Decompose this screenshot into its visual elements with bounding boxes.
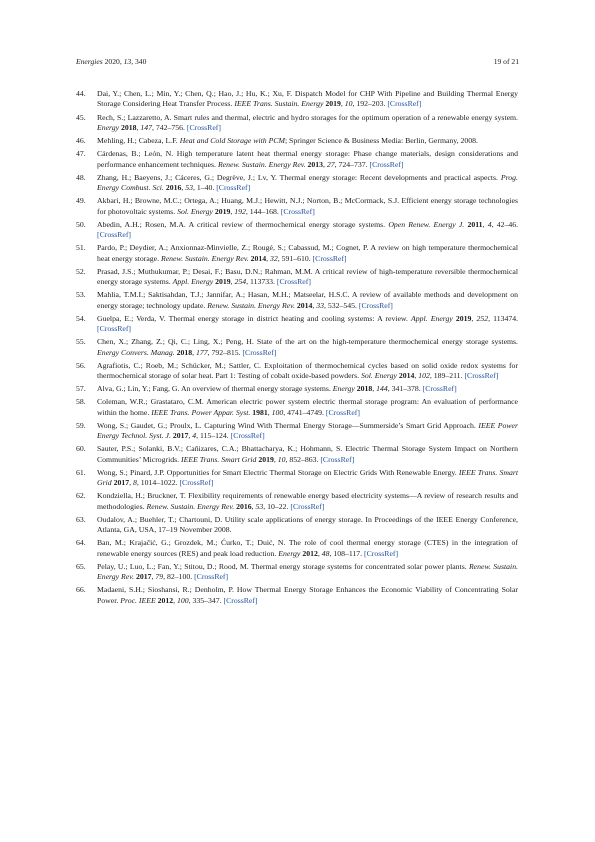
- reference-item: 59. Wong, S.; Gaudet, G.; Proulx, L. Capturing Wind With Thermal Energy Storage—Summerside’s Smart Grid Approach. IEEE Power Energy Technol. Syst. J. 2017, 4, 115–124. [CrossRef]: [76, 420, 518, 441]
- reference-year: 2019: [215, 277, 231, 286]
- reference-number: 48.: [76, 172, 86, 182]
- reference-item: 50. Abedin, A.H.; Rosen, M.A. A critical review of thermochemical energy storage systems. Open Renew. Energy J. 2011, 4, 42–46. [CrossRef]: [76, 219, 519, 239]
- reference-venue: Sol. Energy: [177, 206, 213, 216]
- reference-volume: 177: [195, 347, 208, 357]
- reference-year: 2019: [258, 454, 274, 464]
- reference-item: 52. Prasad, J.S.; Muthukumar, P.; Desai, F.; Basu, D.N.; Rahman, M.M. A critical review of high-temperature reversible thermochemical energy storage systems. Appl. Energy 2019, 254, 113733. [CrossRef]: [76, 266, 518, 286]
- reference-item: 57. Alva, G.; Lin, Y.; Fang, G. An overview of thermal energy storage systems. Energy 2018, 144, 341–378. [CrossRef]: [76, 384, 457, 394]
- reference-volume: 252: [476, 313, 489, 323]
- article-number: 340: [135, 57, 147, 66]
- reference-volume: 4: [487, 219, 492, 229]
- reference-venue: Open Renew. Energy J.: [388, 219, 465, 229]
- reference-item: 48. Zhang, H.; Baeyens, J.; Cáceres, G.; Degrève, J.; Lv, Y. Thermal energy storage: Recent developments and practical aspects. Prog. Energy Combust. Sci. 2016, 53, 1–40. [CrossRef]: [76, 172, 518, 192]
- reference-year: 2013: [307, 159, 324, 169]
- reference-year: 2017: [113, 478, 130, 488]
- journal-volume: 13: [123, 57, 132, 66]
- crossref-link[interactable]: [CrossRef]: [280, 206, 315, 216]
- reference-volume: 27: [326, 159, 335, 169]
- reference-volume: 102: [418, 371, 430, 380]
- reference-pages: , 10–22.: [263, 501, 289, 511]
- reference-authors-title: Pardo, P.; Deydier, A.; Anxionnaz-Minvielle, Z.; Rougé, S.; Cabassud, M.; Cognet, P. A review on high temperature thermochemical heat energy storage.: [97, 243, 518, 263]
- crossref-link[interactable]: [CrossRef]: [242, 347, 277, 357]
- reference-number: 64.: [76, 538, 86, 548]
- reference-venue: Renew. Sustain. Energy Rev.: [217, 159, 306, 169]
- reference-year: 2019: [214, 206, 231, 216]
- reference-venue: Energy: [278, 548, 301, 558]
- crossref-link[interactable]: [CrossRef]: [369, 159, 404, 169]
- reference-pages: , 1–40.: [192, 183, 215, 192]
- reference-item: 49. Akbari, H.; Browne, M.C.; Ortega, A.; Huang, M.J.; Hewitt, N.J.; Norton, B.; McCormack, S.J. Efficient energy storage technologies for photovoltaic systems. Sol. Energy 2019, 192, 144–168. [CrossRef]: [76, 196, 518, 216]
- reference-pages: , 192–203.: [352, 99, 386, 109]
- reference-pages: , 335–347.: [188, 595, 222, 605]
- reference-venue: Heat and Cold Storage with PCM: [179, 136, 285, 145]
- reference-number: 49.: [76, 196, 86, 206]
- reference-pages: , 42–46.: [491, 219, 519, 229]
- reference-number: 46.: [76, 136, 86, 145]
- crossref-link[interactable]: [CrossRef]: [223, 595, 258, 605]
- reference-authors-title: Zhang, H.; Baeyens, J.; Cáceres, G.; Degrève, J.; Lv, Y. Thermal energy storage: Recent developments and practical aspects.: [97, 172, 498, 182]
- reference-authors-title: Kondziella, H.; Bruckner, T. Flexibility requirements of renewable energy based electricity systems—A review of research results and methodologies.: [97, 491, 518, 511]
- reference-venue: IEEE Trans. Smart Grid: [181, 454, 257, 464]
- reference-number: 59.: [76, 420, 86, 430]
- journal-year: 2020: [104, 57, 120, 66]
- reference-item: 61. Wong, S.; Pinard, J.P. Opportunities for Smart Electric Thermal Storage on Electric Grids With Renewable Energy. IEEE Trans. Smart Grid 2017, 8, 1014–1022. [CrossRef]: [76, 467, 519, 488]
- reference-volume: 53: [185, 183, 193, 192]
- reference-item: [76, 136, 518, 146]
- reference-authors-title: Alva, G.; Lin, Y.; Fang, G. An overview of thermal energy storage systems.: [97, 384, 331, 394]
- crossref-link[interactable]: [CrossRef]: [186, 122, 221, 132]
- reference-venue: Sol. Energy: [361, 371, 397, 380]
- reference-number: 45.: [76, 112, 86, 122]
- reference-authors-title: Guelpa, E.; Verda, V. Thermal energy storage in district heating and cooling systems: A review.: [97, 313, 408, 323]
- reference-item: 45. Rech, S.; Lazzaretto, A. Smart rules and thermal, electric and hydro storages for the optimum operation of a renewable energy system. Energy 2018, 147, 742–756. [CrossRef]: [76, 112, 518, 132]
- reference-volume: 10: [344, 99, 353, 109]
- reference-number: 47.: [76, 149, 86, 159]
- crossref-link[interactable]: [CrossRef]: [230, 431, 265, 441]
- reference-authors-title: Pelay, U.; Luo, L.; Fan, Y.; Stitou, D.; Rood, M. Thermal energy storage systems for concentrated solar power plants.: [97, 561, 467, 571]
- crossref-link[interactable]: [CrossRef]: [464, 371, 499, 380]
- reference-year: 2018: [121, 122, 137, 132]
- reference-pages: , 742–756.: [152, 122, 185, 132]
- crossref-link[interactable]: [CrossRef]: [320, 454, 355, 464]
- reference-pages: , 113474.: [488, 313, 519, 323]
- reference-venue: Renew. Sustain. Energy Rev.: [97, 561, 519, 582]
- reference-pages: , 724–737.: [334, 159, 368, 169]
- reference-year: 2016: [165, 183, 182, 192]
- reference-list: [76, 89, 518, 609]
- reference-pages: , 108–117.: [329, 548, 363, 558]
- reference-authors-title: Rech, S.; Lazzaretto, A. Smart rules and thermal, electric and hydro storages for the optimum operation of a renewable energy system.: [97, 112, 518, 122]
- reference-number: 58.: [76, 397, 86, 407]
- reference-number: 57.: [76, 384, 86, 394]
- reference-pages: , 113733.: [246, 277, 275, 286]
- reference-number: 56.: [76, 360, 86, 370]
- reference-volume: 192: [234, 206, 246, 216]
- reference-authors-title: Wong, S.; Gaudet, G.; Proulx, L. Capturing Wind With Thermal Energy Storage—Summerside’s Smart Grid Approach.: [97, 420, 476, 430]
- reference-volume: 147: [140, 122, 153, 132]
- reference-item: 65. Pelay, U.; Luo, L.; Fan, Y.; Stitou, D.; Rood, M. Thermal energy storage systems for concentrated solar power plants. Renew. Sustain. Energy Rev. 2017, 79, 82–100. [CrossRef]: [76, 561, 519, 582]
- reference-pages: , 852–863.: [285, 454, 319, 464]
- crossref-link[interactable]: [CrossRef]: [194, 572, 229, 582]
- reference-number: 65.: [76, 561, 86, 571]
- reference-year: 2014: [250, 253, 267, 263]
- reference-year: 2016: [236, 501, 252, 511]
- reference-volume: 48: [321, 548, 330, 558]
- running-header: [76, 56, 519, 68]
- reference-volume: 100: [271, 407, 284, 417]
- reference-authors-title: Wong, S.; Pinard, J.P. Opportunities for Smart Electric Thermal Storage on Electric Grids With Renewable Energy.: [97, 467, 457, 477]
- reference-item: 66. Madaeni, S.H.; Sioshansi, R.; Denholm, P. How Thermal Energy Storage Enhances the Economic Viability of Concentrating Solar Power. Proc. IEEE 2012, 100, 335–347. [CrossRef]: [76, 585, 518, 605]
- reference-venue: Energy Convers. Manag.: [97, 347, 175, 357]
- reference-number: 66.: [76, 585, 86, 595]
- reference-year: 2014: [398, 371, 415, 380]
- reference-venue: Proc. IEEE: [120, 595, 156, 605]
- reference-item: 51. Pardo, P.; Deydier, A.; Anxionnaz-Minvielle, Z.; Rougé, S.; Cabassud, M.; Cognet, P. A review on high temperature thermochemical heat energy storage. Renew. Sustain. Energy Rev. 2014, 32, 591–610. [CrossRef]: [76, 243, 518, 263]
- reference-volume: 144: [376, 384, 388, 394]
- reference-item: 56. Agrafiotis, C.; Roeb, M.; Schücker, M.; Sattler, C. Exploitation of thermochemical cycles based on solid oxide redox systems for thermochemical storage of solar heat. Part 1: Testing of cobalt oxide-based powders. Sol. Energy 2014, 102, 189–211. [CrossRef]: [76, 360, 518, 380]
- reference-year: 2017: [135, 572, 152, 582]
- reference-venue: Renew. Sustain. Energy Rev.: [160, 253, 249, 263]
- reference-venue: IEEE Power Energy Technol. Syst. J.: [97, 420, 518, 441]
- reference-item: 54. Guelpa, E.; Verda, V. Thermal energy storage in district heating and cooling systems: A review. Appl. Energy 2019, 252, 113474. [CrossRef]: [76, 313, 519, 333]
- reference-number: 60.: [76, 444, 86, 454]
- crossref-link[interactable]: [CrossRef]: [97, 230, 132, 239]
- reference-year: 2017: [172, 431, 189, 441]
- reference-year: 2018: [356, 384, 373, 394]
- reference-year: 2014: [296, 300, 313, 310]
- reference-pages: , 144–168.: [245, 206, 279, 216]
- crossref-link[interactable]: [CrossRef]: [312, 253, 347, 263]
- reference-year: 2012: [302, 548, 318, 558]
- reference-authors-title: Oudalov, A.; Buehler, T.; Chartouni, D. Utility scale applications of energy storage. In Proceedings of the IEEE Energy Conference, Atlanta, GA, USA, 17–19 November 2008.: [97, 514, 518, 535]
- reference-item: 47. Cárdenas, B.; León, N. High temperature latent heat thermal energy storage: Phase change materials, design considerations and performance enhancement techniques. Renew. Sustain. Energy Rev. 2013, 27, 724–737. [CrossRef]: [76, 149, 518, 169]
- reference-number: 61.: [76, 467, 86, 477]
- reference-item: 55. Chen, X.; Zhang, Z.; Qi, C.; Ling, X.; Peng, H. State of the art on the high-temperature thermochemical energy storage systems. Energy Convers. Manag. 2018, 177, 792–815. [CrossRef]: [76, 337, 518, 357]
- reference-number: 55.: [76, 337, 86, 347]
- journal-name: Energies: [76, 57, 103, 66]
- reference-venue: Prog. Energy Combust. Sci.: [97, 172, 518, 192]
- reference-authors-title: Agrafiotis, C.; Roeb, M.; Schücker, M.; Sattler, C. Exploitation of thermochemical cycles based on solid oxide redox systems for thermochemical storage of solar heat. Part 1: Testing of cobalt oxide-based powders.: [97, 360, 518, 380]
- reference-pages: , 792–815.: [207, 347, 241, 357]
- reference-authors-title: Coleman, W.R.; Grastataro, C.M. American electric power system electric thermal storage program: An evaluation of performance within the home.: [97, 397, 518, 417]
- reference-authors-title: Sauter, P.S.; Solanki, B.V.; Cañizares, C.A.; Bhattacharya, K.; Hohmann, S. Electric Thermal Storage System Impact on Northern Communities’ Microgrids.: [97, 444, 518, 464]
- reference-number: 50.: [76, 219, 86, 229]
- reference-authors-title: Akbari, H.; Browne, M.C.; Ortega, A.; Huang, M.J.; Hewitt, N.J.; Norton, B.; McCormack, S.J. Efficient energy storage technologies for photovoltaic systems.: [97, 196, 518, 216]
- reference-number: 51.: [76, 243, 86, 253]
- reference-venue: IEEE Trans. Smart Grid: [97, 467, 519, 488]
- journal-citation: Energies 2020, 13, 340: [76, 57, 147, 66]
- reference-venue: Appl. Energy: [411, 313, 453, 323]
- reference-authors-title: Mahlia, T.M.I.; Saktisahdan, T.J.; Jannifar, A.; Hasan, M.H.; Matseelar, H.S.C. A review of available methods and development on energy storage; technology update.: [97, 290, 518, 310]
- page-number: 19 of 21: [493, 57, 519, 66]
- reference-venue: IEEE Trans. Power Appar. Syst.: [151, 407, 251, 417]
- reference-volume: 8: [132, 478, 137, 488]
- reference-number: 44.: [76, 89, 86, 98]
- crossref-link[interactable]: [CrossRef]: [422, 384, 457, 394]
- reference-pages: , 532–545.: [324, 300, 357, 310]
- reference-item: 64. Ban, M.; Krajačić, G.; Grozdek, M.; Ćurko, T.; Duić, N. The role of cool thermal energy storage (CTES) in the integration of renewable energy sources (RES) and peak load reduction. Energy 2012, 48, 108–117. [CrossRef]: [76, 538, 518, 558]
- reference-volume: 10: [277, 454, 286, 464]
- crossref-link[interactable]: [CrossRef]: [276, 277, 311, 286]
- crossref-link[interactable]: [CrossRef]: [364, 548, 399, 558]
- reference-item: [76, 515, 518, 536]
- crossref-link[interactable]: [CrossRef]: [290, 501, 325, 511]
- reference-volume: 100: [177, 595, 189, 605]
- reference-number: 53.: [76, 290, 86, 300]
- crossref-link[interactable]: [CrossRef]: [358, 300, 393, 310]
- reference-year: 2019: [325, 99, 341, 109]
- reference-item: 62. Kondziella, H.; Bruckner, T. Flexibility requirements of renewable energy based electricity systems—A review of research results and methodologies. Renew. Sustain. Energy Rev. 2016, 53, 10–22. [CrossRef]: [76, 491, 518, 511]
- reference-authors-title: Dai, Y.; Chen, L.; Min, Y.; Chen, Q.; Hao, J.; Hu, K.; Xu, F. Dispatch Model for CHP With Pipeline and Building Thermal Energy Storage Considering Heat Transfer Process.: [97, 89, 518, 109]
- reference-item: 60. Sauter, P.S.; Solanki, B.V.; Cañizares, C.A.; Bhattacharya, K.; Hohmann, S. Electric Thermal Storage System Impact on Northern Communities’ Microgrids. IEEE Trans. Smart Grid 2019, 10, 852–863. [CrossRef]: [76, 444, 518, 464]
- reference-venue: Renew. Sustain. Energy Rev.: [207, 300, 295, 310]
- reference-volume: 33: [316, 300, 324, 310]
- reference-volume: 254: [234, 277, 247, 286]
- reference-volume: 79: [155, 572, 164, 582]
- reference-number: 52.: [76, 266, 86, 276]
- reference-pages: , 82–100.: [163, 572, 193, 582]
- reference-pages: , 115–124.: [196, 431, 229, 441]
- crossref-link[interactable]: [CrossRef]: [387, 99, 422, 109]
- reference-year: 2018: [176, 347, 193, 357]
- reference-year: 2019: [455, 313, 472, 323]
- reference-authors-title: Prasad, J.S.; Muthukumar, P.; Desai, F.; Basu, D.N.; Rahman, M.M. A critical review of high-temperature reversible thermochemical energy storage systems.: [97, 266, 518, 286]
- reference-volume: 53: [255, 501, 264, 511]
- reference-volume: 32: [269, 253, 278, 263]
- reference-authors-title: Chen, X.; Zhang, Z.; Qi, C.; Ling, X.; Peng, H. State of the art on the high-temperature thermochemical energy storage systems.: [97, 337, 518, 347]
- reference-year: 2012: [157, 595, 174, 605]
- reference-pages: , 4741–4749.: [283, 407, 324, 417]
- reference-year: 1981: [252, 407, 268, 417]
- reference-number: 63.: [76, 514, 86, 524]
- reference-volume: 4: [192, 431, 197, 441]
- reference-pages: , 1014–1022.: [136, 478, 178, 488]
- reference-pages: , 341–378.: [387, 384, 421, 394]
- reference-authors-title: Ban, M.; Krajačić, G.; Grozdek, M.; Ćurko, T.; Duić, N. The role of cool thermal energy storage (CTES) in the integration of renewable energy sources (RES) and peak load reduction.: [97, 538, 518, 558]
- reference-authors-title: Mehling, H.; Cabeza, L.F.: [97, 136, 178, 145]
- reference-pages: , 189–211.: [429, 371, 463, 380]
- reference-venue: IEEE Trans. Sustain. Energy: [234, 99, 324, 109]
- reference-venue: Energy: [332, 384, 355, 394]
- reference-year: 2011: [467, 219, 483, 229]
- reference-item: 44. Dai, Y.; Chen, L.; Min, Y.; Chen, Q.; Hao, J.; Hu, K.; Xu, F. Dispatch Model for CHP With Pipeline and Building Thermal Energy Storage Considering Heat Transfer Process. IEEE Trans. Sustain. Energy 2019, 10, 192–203. [CrossRef]: [76, 89, 518, 109]
- reference-venue: Energy: [97, 122, 120, 132]
- reference-authors-title: Cárdenas, B.; León, N. High temperature latent heat thermal energy storage: Phase change materials, design considerations and performance enhancement techniques.: [97, 149, 518, 169]
- reference-venue: Renew. Sustain. Energy Rev.: [146, 501, 235, 511]
- reference-authors-title: Madaeni, S.H.; Sioshansi, R.; Denholm, P. How Thermal Energy Storage Enhances the Economic Viability of Concentrating Solar Power.: [97, 585, 518, 605]
- crossref-link[interactable]: [CrossRef]: [97, 324, 132, 333]
- crossref-link[interactable]: [CrossRef]: [325, 407, 360, 417]
- reference-number: 62.: [76, 491, 86, 501]
- reference-authors-title: Abedin, A.H.; Rosen, M.A. A critical review of thermochemical energy storage systems.: [97, 219, 386, 229]
- crossref-link[interactable]: [CrossRef]: [216, 183, 251, 192]
- reference-pages: , 591–610.: [277, 253, 311, 263]
- reference-pages: ; Springer Science & Business Media: Berlin, Germany, 2008.: [284, 136, 478, 145]
- reference-venue: Appl. Energy: [172, 277, 214, 286]
- reference-item: 53. Mahlia, T.M.I.; Saktisahdan, T.J.; Jannifar, A.; Hasan, M.H.; Matseelar, H.S.C. A review of available methods and development on energy storage; technology update. Renew. Sustain. Energy Rev. 2014, 33, 532–545. [CrossRef]: [76, 290, 518, 310]
- reference-item: 58. Coleman, W.R.; Grastataro, C.M. American electric power system electric thermal storage program: An evaluation of performance within the home. IEEE Trans. Power Appar. Syst. 1981, 100, 4741–4749. [CrossRef]: [76, 397, 518, 417]
- crossref-link[interactable]: [CrossRef]: [179, 478, 214, 488]
- reference-number: 54.: [76, 313, 86, 323]
